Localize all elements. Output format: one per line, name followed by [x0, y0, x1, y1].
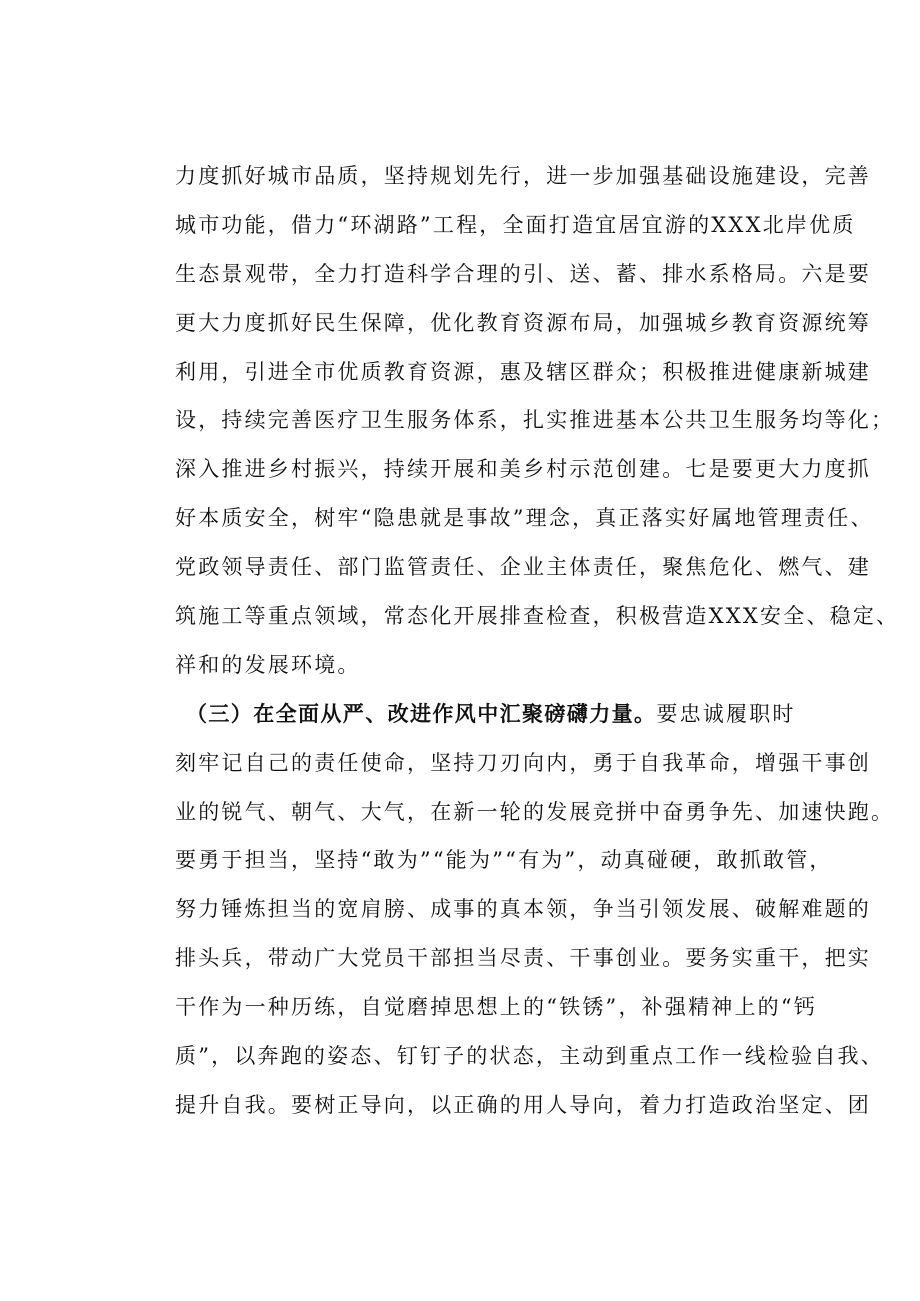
paragraph-line: 提升自我。要树正导向，以正确的用人导向，着力打造政治坚定、团 — [175, 1092, 871, 1117]
paragraph-line: 设，持续完善医疗卫生服务体系，扎实推进基本公共卫生服务均等化； — [175, 408, 895, 433]
paragraph-line: 要勇于担当，坚持“敢为”“能为”“有为”，动真碰硬，敢抓敢管， — [175, 848, 833, 873]
section-heading-line — [175, 690, 796, 739]
paragraph-line: 好本质安全，树牢“隐患就是事故”理念，真正落实好属地管理责任、 — [175, 506, 874, 531]
paragraph-line: 深入推进乡村振兴，持续开展和美乡村示范创建。七是要更大力度抓 — [175, 457, 871, 482]
paragraph-line: 业的锐气、朝气、大气，在新一轮的发展竞拼中奋勇争先、加速快跑。 — [175, 799, 895, 824]
paragraph-line: 排头兵，带动广大党员干部担当尽责、干事创业。要务实重干，把实 — [175, 946, 871, 971]
document-body — [175, 152, 900, 1130]
paragraph-line: 城市功能，借力“环湖路”工程，全面打造宜居宜游的XXX北岸优质 — [175, 212, 856, 237]
paragraph-line: 干作为一种历练，自觉磨掉思想上的“铁锈”，补强精神上的“钙 — [175, 995, 818, 1020]
paragraph-line: 质”，以奔跑的姿态、钉钉子的状态，主动到重点工作一线检验自我、 — [175, 1044, 884, 1069]
paragraph-line: 祥和的发展环境。 — [175, 652, 361, 677]
paragraph-line: 利用，引进全市优质教育资源，惠及辖区群众；积极推进健康新城建 — [175, 359, 871, 384]
paragraph-line: 更大力度抓好民生保障，优化教育资源布局，加强城乡教育资源统筹 — [175, 310, 871, 335]
paragraph-line: 刻牢记自己的责任使命，坚持刀刃向内，勇于自我革命，增强干事创 — [175, 750, 871, 775]
paragraph-line: 生态景观带，全力打造科学合理的引、送、蓄、排水系格局。六是要 — [175, 261, 871, 286]
section-heading: （三）在全面从严、改进作风中汇聚磅礴力量。 — [186, 701, 657, 726]
paragraph-line: 党政领导责任、部门监管责任、企业主体责任，聚焦危化、燃气、建 — [175, 555, 871, 580]
section-first-line-text: 要忠诚履职时 — [656, 701, 796, 726]
paragraph-line: 努力锤炼担当的宽肩膀、成事的真本领，争当引领发展、破解难题的 — [175, 897, 871, 922]
paragraph-line: 力度抓好城市品质，坚持规划先行，进一步加强基础设施建设，完善 — [175, 164, 871, 188]
paragraph-line: 筑施工等重点领域，常态化开展排查检查，积极营造XXX安全、稳定、 — [175, 604, 900, 629]
